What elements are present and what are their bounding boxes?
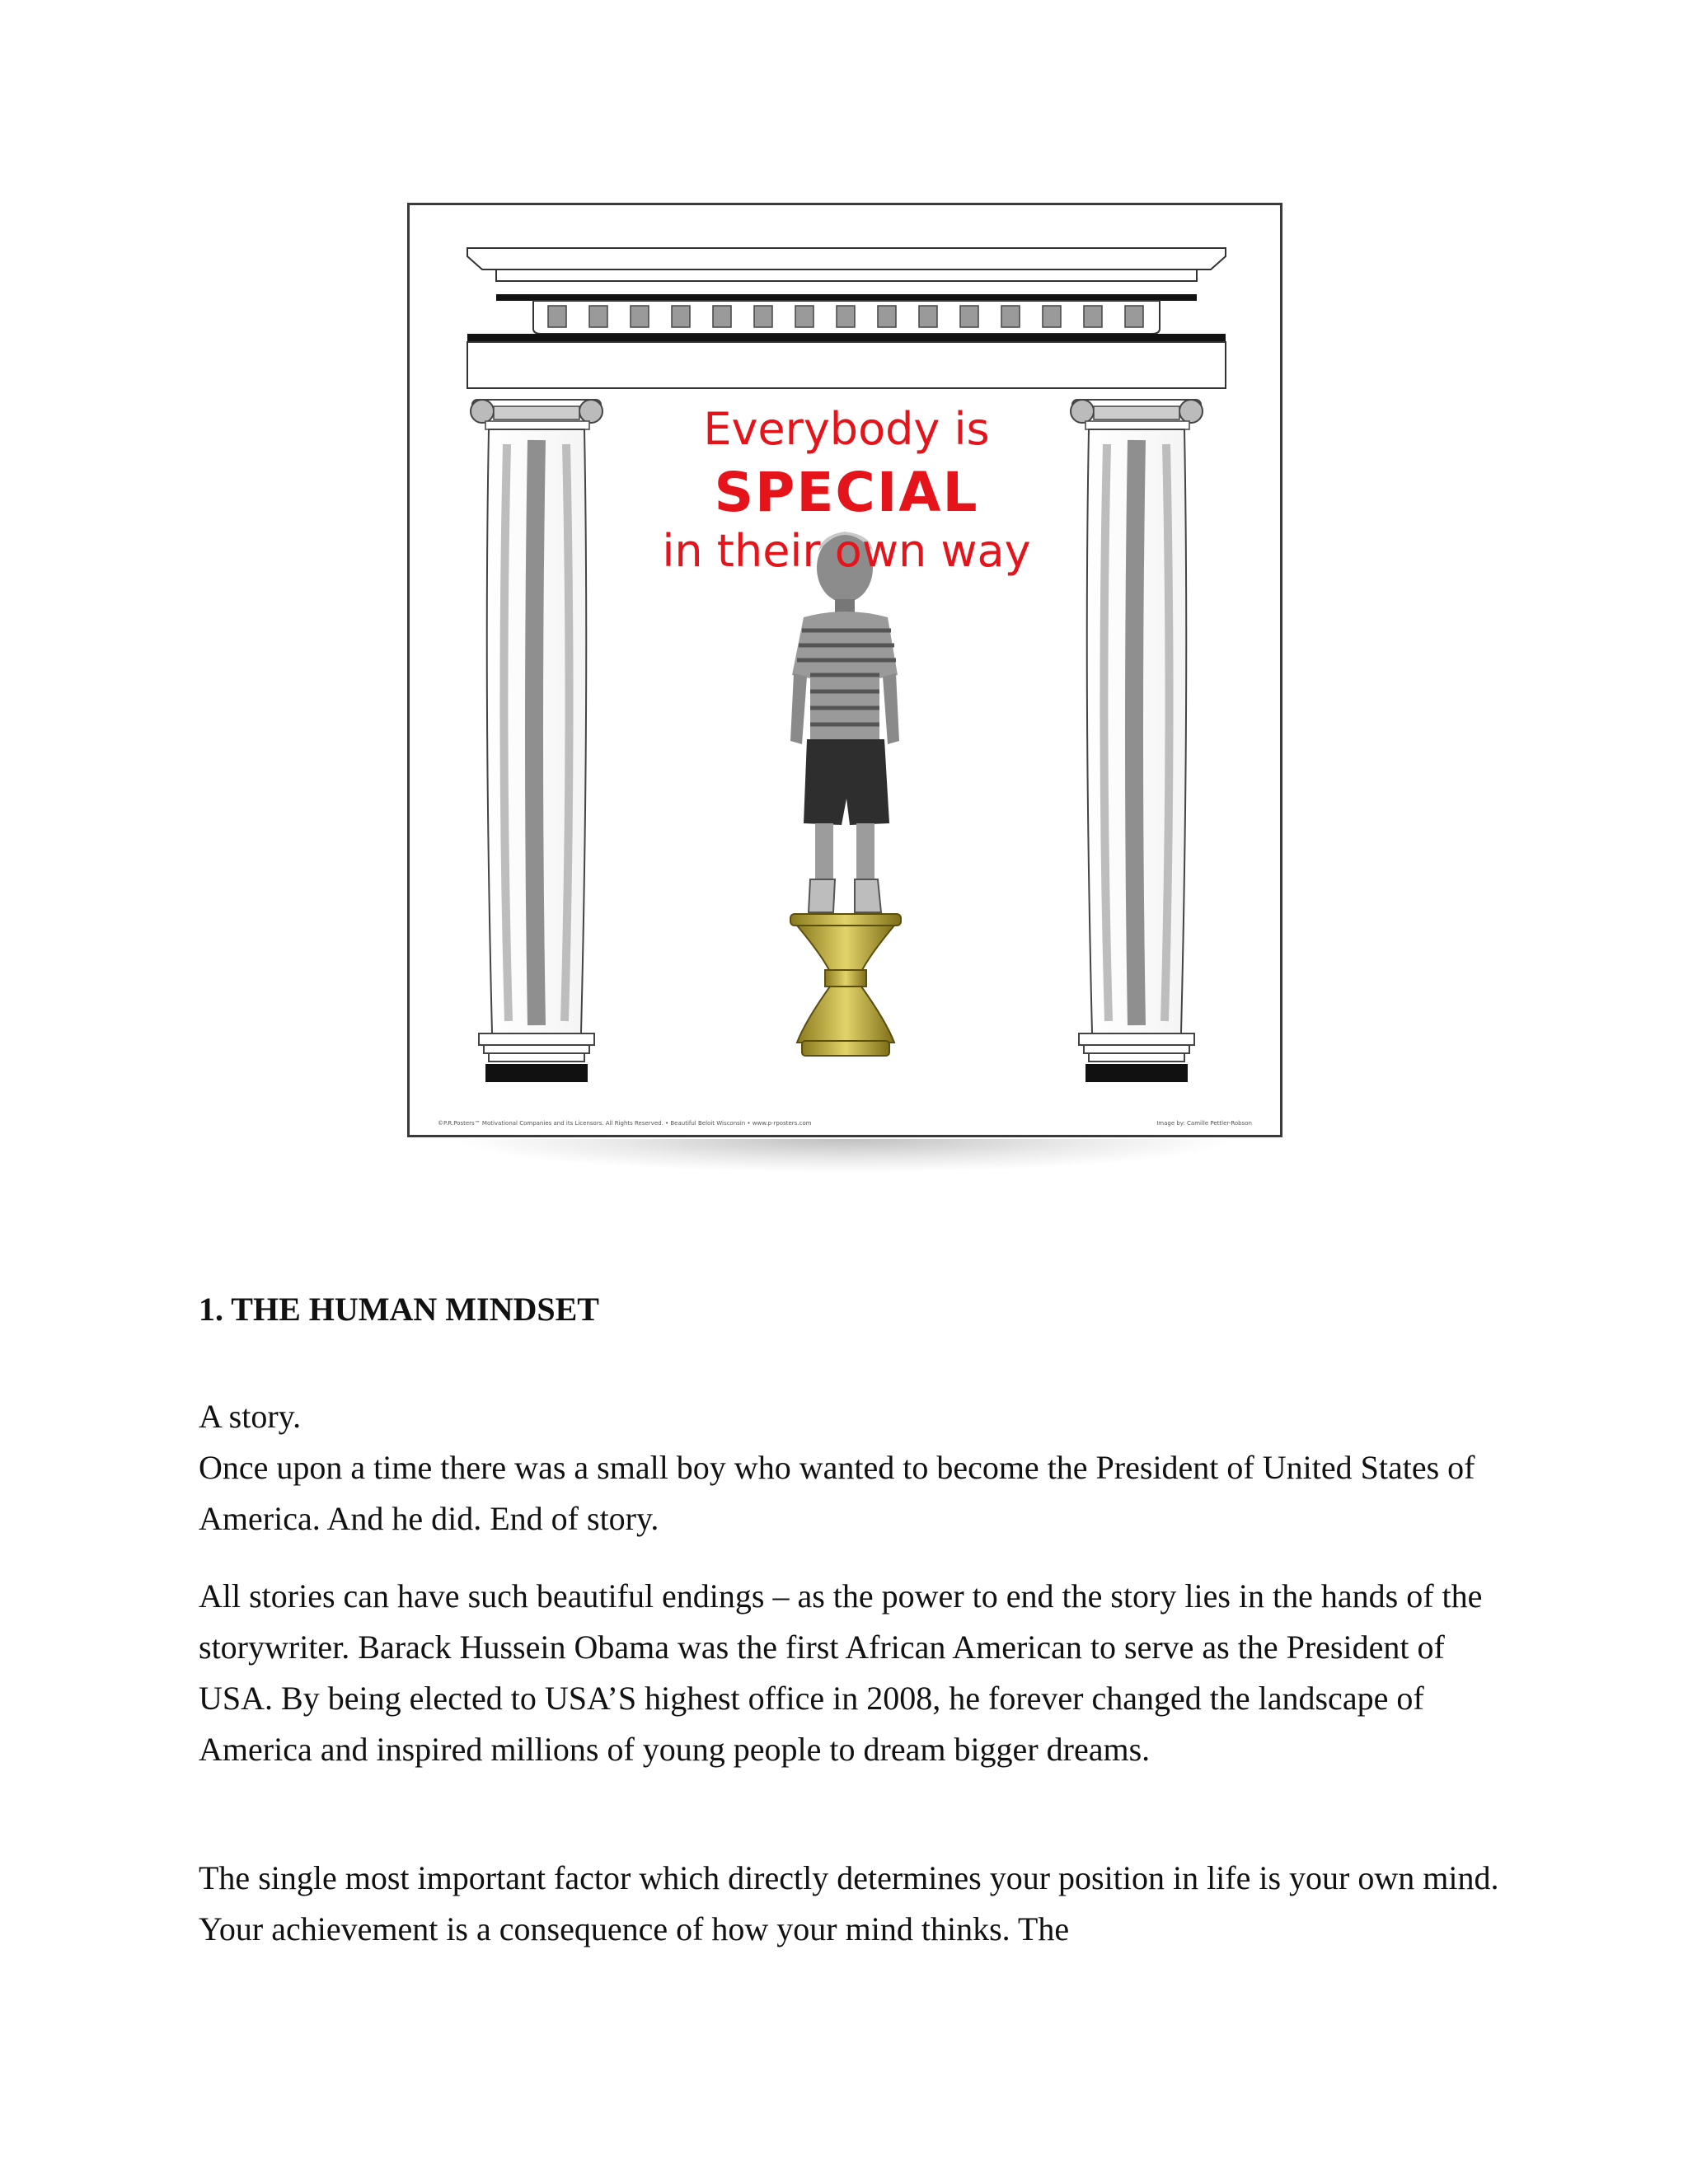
poster-headline-line3: in their own way [662, 525, 1031, 577]
story-paragraph: Once upon a time there was a small boy who wanted to become the President of United States of America. And he did. End of story. [199, 1449, 1475, 1537]
left-column [471, 400, 603, 1082]
story-intro: A story. [199, 1398, 302, 1435]
boy-figure [790, 532, 899, 912]
poster-image-credit: Image by: Camille Pettler-Robson [1156, 1120, 1252, 1127]
poster-headline-special: SPECIAL [714, 461, 979, 524]
poster-copyright: ©P.R.Posters™ Motivational Companies and its Licensors. All Rights Reserved. • Beautiful Beloit Wisconsin • www.p-rposters.com [438, 1120, 812, 1127]
poster-illustration [410, 205, 1280, 1135]
gold-pedestal [790, 914, 901, 1056]
entablature [467, 248, 1226, 388]
section-heading: 1. THE HUMAN MINDSET [199, 1291, 599, 1328]
mind-paragraph: The single most important factor which directly determines your position in life is your own mind. Your achievement is a consequence of how your mind thinks. The [199, 1859, 1499, 1947]
endings-paragraph: All stories can have such beautiful endings – as the power to end the story lies in the hands of the storywriter. Barack Hussein Obama was the first African American to serve as the President of USA. By being elected to USA’S highest office in 2008, he forever changed the landscape of America and inspired millions of young people to dream bigger dreams. [199, 1577, 1483, 1768]
right-column [1071, 400, 1203, 1082]
motivational-poster [407, 203, 1282, 1137]
poster-shadow [462, 1139, 1228, 1172]
poster-headline-line1: Everybody is [703, 403, 990, 455]
